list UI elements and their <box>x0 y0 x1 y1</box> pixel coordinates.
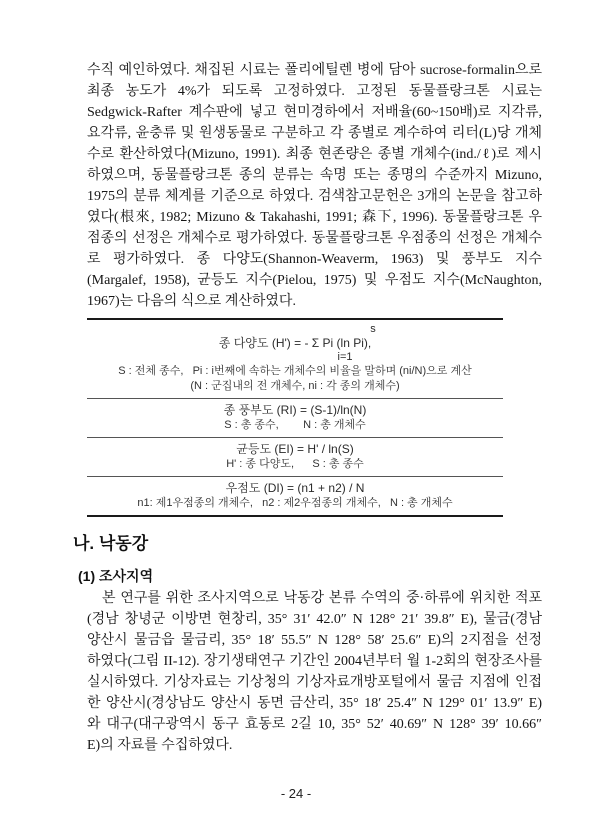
section-heading: 나. 낙동강 <box>73 534 149 553</box>
evenness-note: H' : 종 다양도, S : 총 종수 <box>226 458 364 470</box>
richness-note: S : 총 종수, N : 총 개체수 <box>224 419 366 431</box>
body-line: 점종의 선정은 개체수로 평가하였다. 동물플랑크톤 우점종의 선정은 개체수 <box>87 231 542 246</box>
paragraph-survey-area <box>87 588 542 756</box>
page-number: - 24 - <box>280 786 312 801</box>
body-line: 수로 환산하였다(Mizuno, 1991). 최종 현존량은 종별 개체수(ind./ℓ)로 제시 <box>87 147 542 162</box>
body-line: 1975의 분류 체계를 기준으로 하였다. 검색참고문헌은 3개의 논문을 참고하 <box>87 189 542 204</box>
body-line: 양산시 물금읍 물금리, 35° 18′ 55.5″ N 128° 58′ 25.6″ E)의 2지점을 선정 <box>87 633 542 648</box>
diversity-note-1: S : 전체 종수, Pi : i번째에 속하는 개체수의 비율을 말하며 (ni/N)으로 계산 <box>118 365 472 377</box>
subsection-heading: (1) 조사지역 <box>78 568 154 584</box>
body-line: Sedgwick-Rafter 계수판에 넣고 현미경하에서 저배율(60~150배)로 지각류, <box>87 105 542 120</box>
paragraph-methods <box>87 60 542 312</box>
formula-table <box>87 318 503 517</box>
diversity-note-2: (N : 군집내의 전 개체수, ni : 각 종의 개체수) <box>190 380 400 392</box>
richness-index-section <box>87 399 503 438</box>
body-line: (경남 창녕군 이방면 현창리, 35° 31′ 42.0″ N 128° 21′ 39.8″ E), 물금(경남 <box>87 612 542 627</box>
sigma-lower-limit: i=1 <box>337 351 353 363</box>
body-line: (Margalef, 1958), 균등도 지수(Pielou, 1975) 및 우점도 지수(McNaughton, <box>87 273 542 288</box>
diversity-formula: 종 다양도 (H') = - Σ Pi (ln Pi), <box>218 336 372 350</box>
diversity-index-section <box>87 320 503 399</box>
body-line: 실시하였다. 기상자료는 기상청의 기상자료개방포털에서 물금 지점에 인접 <box>87 675 542 690</box>
dominance-formula: 우점도 (DI) = (n1 + n2) / N <box>225 481 365 495</box>
body-line: 였다(根來, 1982; Mizuno & Takahashi, 1991; 森下, 1996). 동물플랑크톤 우 <box>87 210 542 225</box>
body-line: 1967)는 다음의 식으로 계산하였다. <box>87 294 296 309</box>
sigma-upper-limit: s <box>370 323 376 335</box>
body-line: 하였다(그림 II-12). 장기생태연구 기간인 2004년부터 월 1-2회의 현장조사를 <box>87 654 542 669</box>
body-line: 본 연구를 위한 조사지역으로 낙동강 본류 수역의 중·하류에 위치한 적포 <box>102 591 542 606</box>
body-line: 와 대구(대구광역시 동구 효동로 2길 10, 35° 52′ 40.69″ N 128° 39′ 10.66″ <box>87 717 542 732</box>
evenness-formula: 균등도 (EI) = H' / ln(S) <box>236 442 354 456</box>
body-line: 하였으며, 동물플랑크톤 종의 분류는 속명 또는 종명의 수준까지 Mizuno, <box>87 168 542 183</box>
body-line: E)의 자료를 수집하였다. <box>87 738 233 753</box>
body-line: 한 양산시(경상남도 양산시 동면 금산리, 35° 18′ 25.4″ N 129° 01′ 13.9″ E) <box>87 696 542 711</box>
body-line: 로 평가하였다. 종 다양도(Shannon-Weaverm, 1963) 및 풍부도 지수 <box>87 252 542 267</box>
body-line: 최종 농도가 4%가 되도록 고정하였다. 고정된 동물플랑크톤 시료는 <box>87 84 542 99</box>
dominance-index-section <box>87 477 503 515</box>
body-line: 요각류, 윤충류 및 원생동물로 구분하고 각 종별로 계수하여 리터(L)당 개체 <box>87 126 542 141</box>
body-line: 수직 예인하였다. 채집된 시료는 폴리에틸렌 병에 담아 sucrose-formalin으로 <box>87 63 542 78</box>
dominance-note: n1: 제1우점종의 개체수, n2 : 제2우점종의 개체수, N : 총 개체수 <box>137 497 453 509</box>
evenness-index-section <box>87 438 503 477</box>
richness-formula: 종 풍부도 (RI) = (S-1)/ln(N) <box>223 403 367 417</box>
